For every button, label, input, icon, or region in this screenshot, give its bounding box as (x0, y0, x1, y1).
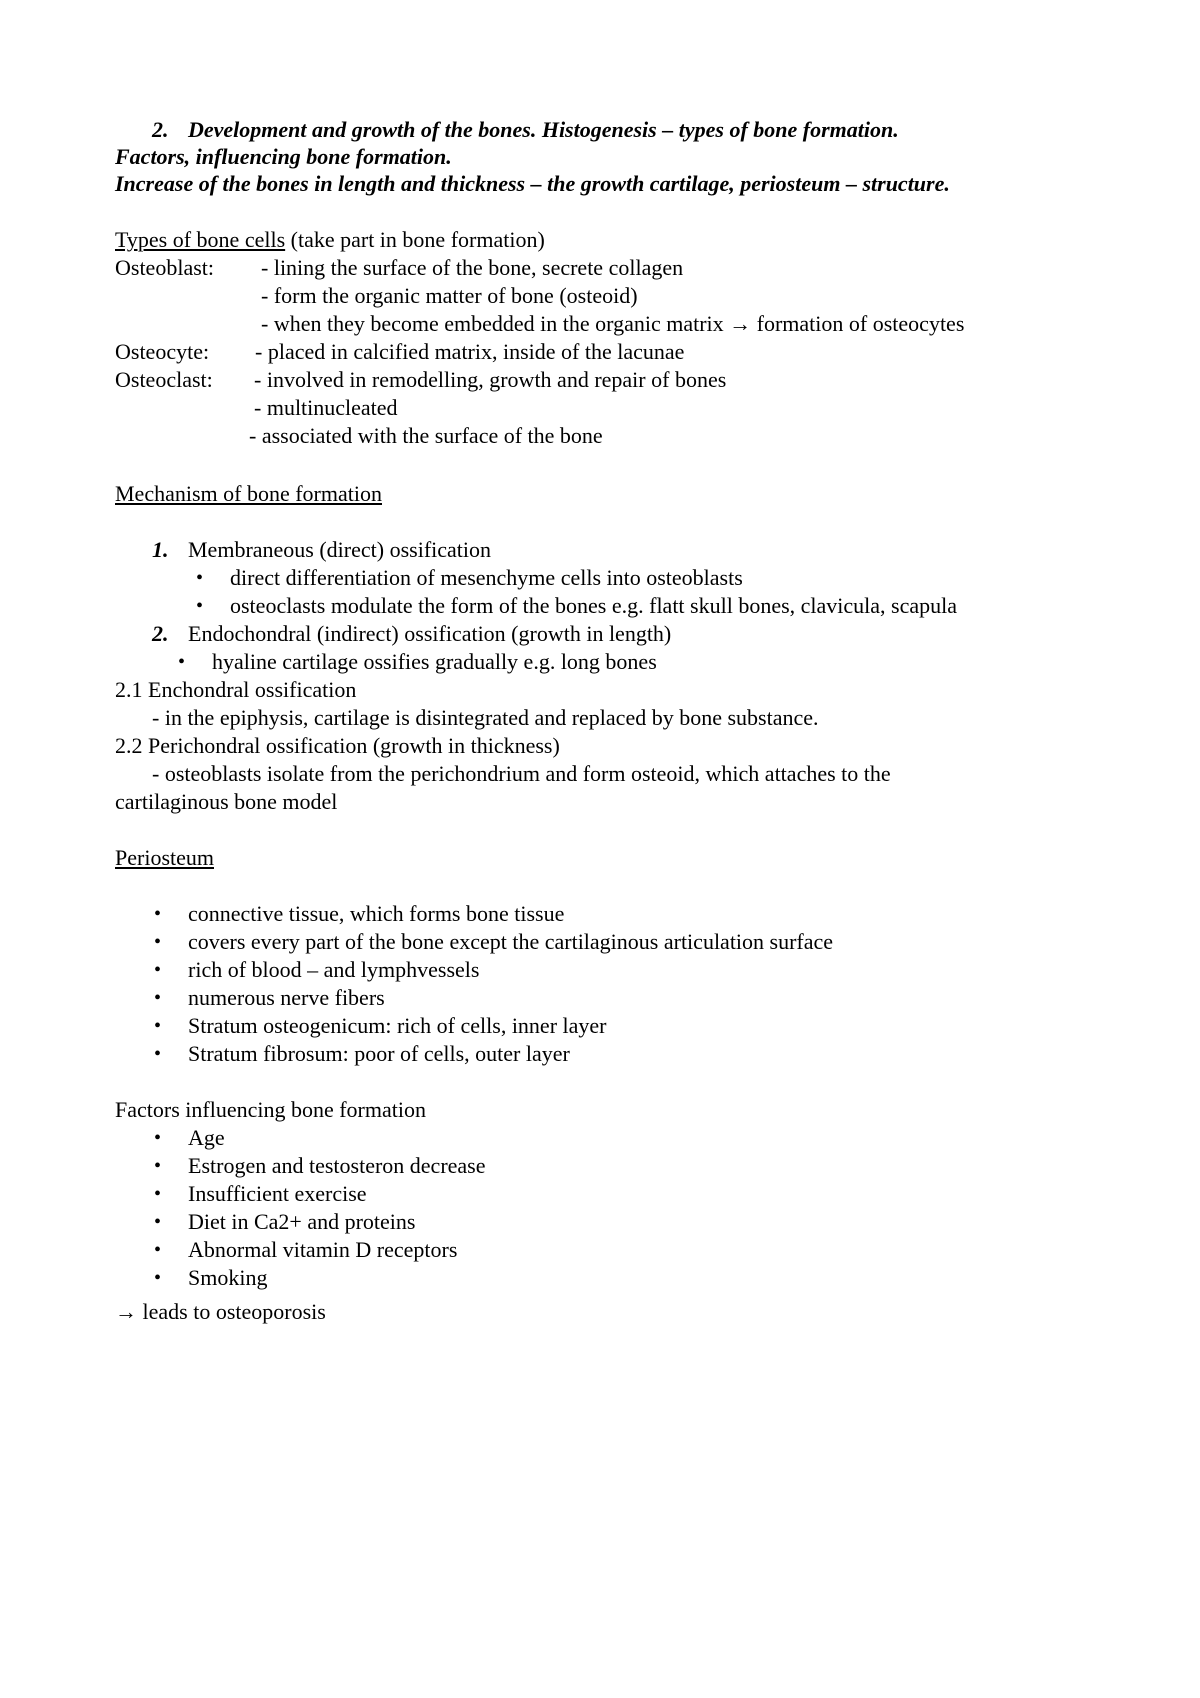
heading-line-3: Increase of the bones in length and thickness – the growth cartilage, periosteum – structure. (115, 171, 950, 196)
bullet-icon: • (154, 903, 162, 925)
factors-bullet: Smoking (188, 1265, 268, 1290)
bullet-icon: • (154, 1127, 162, 1149)
osteocyte-label: Osteocyte: (115, 339, 210, 364)
factors-bullet: Insufficient exercise (188, 1181, 367, 1206)
bone-cells-title-suffix: (take part in bone formation) (285, 227, 545, 252)
bullet-icon: • (154, 1015, 162, 1037)
bullet-icon: • (154, 1267, 162, 1289)
subsection-2-1: 2.1 Enchondral ossification (115, 677, 357, 702)
periosteum-title: Periosteum (115, 845, 214, 870)
bullet-icon: • (154, 1043, 162, 1065)
osteoblast-label: Osteoblast: (115, 255, 214, 280)
subsection-2-2-text: - osteoblasts isolate from the perichondrium and form osteoid, which attaches to the (152, 761, 891, 786)
osteoblast-item: - form the organic matter of bone (osteoid) (261, 283, 638, 308)
bullet-icon: • (196, 567, 204, 589)
factors-bullet: Abnormal vitamin D receptors (188, 1237, 458, 1262)
osteoblast-item: - lining the surface of the bone, secrete collagen (261, 255, 684, 280)
osteoclast-item: - multinucleated (254, 395, 398, 420)
periosteum-bullet: Stratum fibrosum: poor of cells, outer layer (188, 1041, 570, 1066)
heading-number: 2. (152, 117, 169, 142)
mechanism-item-1-bullet: direct differentiation of mesenchyme cells into osteoblasts (230, 565, 743, 590)
mechanism-item-1: Membraneous (direct) ossification (188, 537, 492, 562)
bone-cells-title: Types of bone cells (115, 227, 286, 252)
factors-conclusion: → leads to osteoporosis (115, 1299, 326, 1324)
mechanism-item-2-number: 2. (152, 621, 169, 646)
factors-title: Factors influencing bone formation (115, 1097, 426, 1122)
mechanism-item-2-bullet: hyaline cartilage ossifies gradually e.g. long bones (212, 649, 657, 674)
bullet-icon: • (154, 1211, 162, 1233)
subsection-2-1-text: - in the epiphysis, cartilage is disintegrated and replaced by bone substance. (152, 705, 819, 730)
bullet-icon: • (154, 987, 162, 1009)
mechanism-item-1-bullet: osteoclasts modulate the form of the bones e.g. flatt skull bones, clavicula, scapula (230, 593, 958, 618)
factors-bullet: Diet in Ca2+ and proteins (188, 1209, 416, 1234)
osteocyte-item: - placed in calcified matrix, inside of the lacunae (255, 339, 685, 364)
osteoclast-item: - associated with the surface of the bone (249, 423, 603, 448)
bullet-icon: • (154, 959, 162, 981)
osteoclast-item: - involved in remodelling, growth and repair of bones (254, 367, 727, 392)
factors-bullet: Estrogen and testosteron decrease (188, 1153, 486, 1178)
bullet-icon: • (154, 1155, 162, 1177)
mechanism-item-1-number: 1. (152, 537, 169, 562)
periosteum-bullet: Stratum osteogenicum: rich of cells, inner layer (188, 1013, 607, 1038)
bullet-icon: • (154, 1183, 162, 1205)
osteoblast-item: - when they become embedded in the organic matrix → formation of osteocytes (261, 311, 965, 336)
bullet-icon: • (154, 1239, 162, 1261)
factors-bullet: Age (188, 1125, 225, 1150)
heading-line-2: Factors, influencing bone formation. (115, 144, 452, 169)
bullet-icon: • (196, 595, 204, 617)
mechanism-item-2: Endochondral (indirect) ossification (growth in length) (188, 621, 672, 646)
bullet-icon: • (178, 651, 186, 673)
subsection-2-2: 2.2 Perichondral ossification (growth in thickness) (115, 733, 560, 758)
bone-cells-heading (115, 226, 545, 254)
periosteum-bullet: rich of blood – and lymphvessels (188, 957, 480, 982)
periosteum-bullet: numerous nerve fibers (188, 985, 385, 1010)
osteoclast-label: Osteoclast: (115, 367, 213, 392)
heading-line-1: Development and growth of the bones. Histogenesis – types of bone formation. (188, 117, 899, 142)
periosteum-bullet: covers every part of the bone except the cartilaginous articulation surface (188, 929, 834, 954)
periosteum-bullet: connective tissue, which forms bone tissue (188, 901, 565, 926)
subsection-2-2-text-cont: cartilaginous bone model (115, 789, 338, 814)
bullet-icon: • (154, 931, 162, 953)
mechanism-title: Mechanism of bone formation (115, 481, 382, 506)
